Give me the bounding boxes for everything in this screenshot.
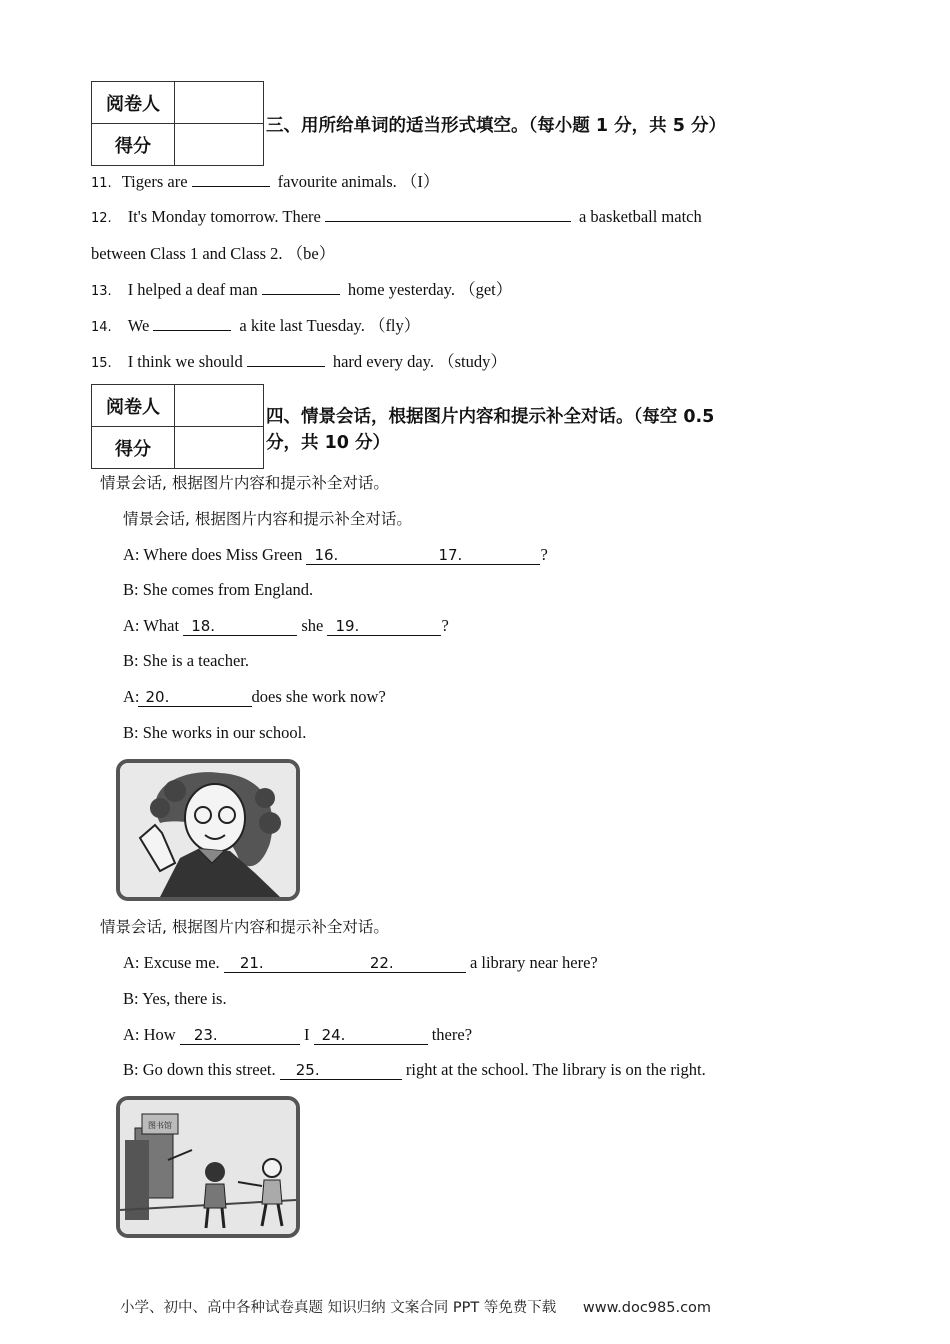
answer-blank-12[interactable] bbox=[325, 206, 571, 222]
dialog1-intro: 情景会话, 根据图片内容和提示补全对话。 bbox=[123, 510, 412, 528]
question-12-cont: between Class 1 and Class 2. （be） bbox=[91, 244, 336, 263]
footer-text: 小学、初中、高中各种试卷真题 知识归纳 文案合同 PPT 等免费下载 bbox=[120, 1300, 557, 1316]
answer-blank-11[interactable] bbox=[192, 171, 270, 187]
dialog1-line3: A: What 18. she 19. ? bbox=[123, 616, 449, 635]
answer-blank-17[interactable]: 17. bbox=[422, 546, 540, 565]
answer-blank-18[interactable]: 18. bbox=[183, 617, 297, 636]
library-sign-text: 图书馆 bbox=[148, 1121, 172, 1130]
score-box-2 bbox=[91, 384, 264, 469]
dialog2-line4: B: Go down this street. 25. right at the school. The library is on the right. bbox=[123, 1060, 706, 1079]
dialog2-line3: A: How 23. I 24. there? bbox=[123, 1025, 473, 1044]
answer-blank-25[interactable]: 25. bbox=[280, 1061, 402, 1080]
section4-intro: 情景会话, 根据图片内容和提示补全对话。 bbox=[100, 474, 389, 492]
teacher-illustration bbox=[120, 763, 296, 897]
dialog2-intro: 情景会话, 根据图片内容和提示补全对话。 bbox=[100, 918, 389, 936]
dialog1-line1: A: Where does Miss Green 16. 17. ? bbox=[123, 545, 548, 564]
answer-blank-16[interactable]: 16. bbox=[306, 546, 422, 565]
reviewer-label: 阅卷人 bbox=[92, 82, 175, 124]
answer-blank-14[interactable] bbox=[153, 315, 231, 331]
answer-blank-21[interactable]: 21. bbox=[224, 954, 354, 973]
answer-blank-23[interactable]: 23. bbox=[180, 1026, 300, 1045]
section4-title-line2: 分，共 10 分） bbox=[266, 433, 391, 453]
answer-blank-13[interactable] bbox=[262, 279, 340, 295]
score-box-1 bbox=[91, 81, 264, 166]
question-11: 11. Tigers are favourite animals. （I） bbox=[91, 172, 440, 191]
answer-blank-24[interactable]: 24. bbox=[314, 1026, 428, 1045]
score-cell[interactable] bbox=[175, 427, 264, 469]
question-15: 15. I think we should hard every day. （study） bbox=[91, 352, 507, 371]
dialog1-line2: B: She comes from England. bbox=[123, 580, 314, 599]
library-street-illustration bbox=[120, 1100, 296, 1234]
woman-teacher-picture bbox=[116, 759, 300, 901]
score-label: 得分 bbox=[92, 427, 175, 469]
footer bbox=[120, 1296, 711, 1317]
question-13: 13. I helped a deaf man home yesterday. （get） bbox=[91, 280, 513, 299]
street-library-picture bbox=[116, 1096, 300, 1238]
dialog1-line4: B: She is a teacher. bbox=[123, 651, 250, 670]
question-14: 14. We a kite last Tuesday. （fly） bbox=[91, 316, 421, 335]
question-12: 12. It's Monday tomorrow. There a basketball match bbox=[91, 207, 702, 226]
dialog2-line1: A: Excuse me. 21. 22. a library near here? bbox=[123, 953, 598, 972]
answer-blank-22[interactable]: 22. bbox=[354, 954, 466, 973]
section3-title: 三、用所给单词的适当形式填空。（每小题 1 分，共 5 分） bbox=[266, 116, 726, 136]
reviewer-cell[interactable] bbox=[175, 385, 264, 427]
answer-blank-20[interactable]: 20. bbox=[138, 688, 252, 707]
dialog2-line2: B: Yes, there is. bbox=[123, 989, 227, 1008]
footer-url[interactable]: www.doc985.com bbox=[582, 1300, 712, 1316]
answer-blank-19[interactable]: 19. bbox=[327, 617, 441, 636]
score-label: 得分 bbox=[92, 124, 175, 166]
dialog1-line5: A: 20. does she work now? bbox=[123, 687, 386, 706]
score-cell[interactable] bbox=[175, 124, 264, 166]
dialog1-line6: B: She works in our school. bbox=[123, 723, 307, 742]
reviewer-cell[interactable] bbox=[175, 82, 264, 124]
section4-title-line1: 四、情景会话，根据图片内容和提示补全对话。（每空 0.5 bbox=[266, 407, 715, 427]
reviewer-label: 阅卷人 bbox=[92, 385, 175, 427]
answer-blank-15[interactable] bbox=[247, 351, 325, 367]
